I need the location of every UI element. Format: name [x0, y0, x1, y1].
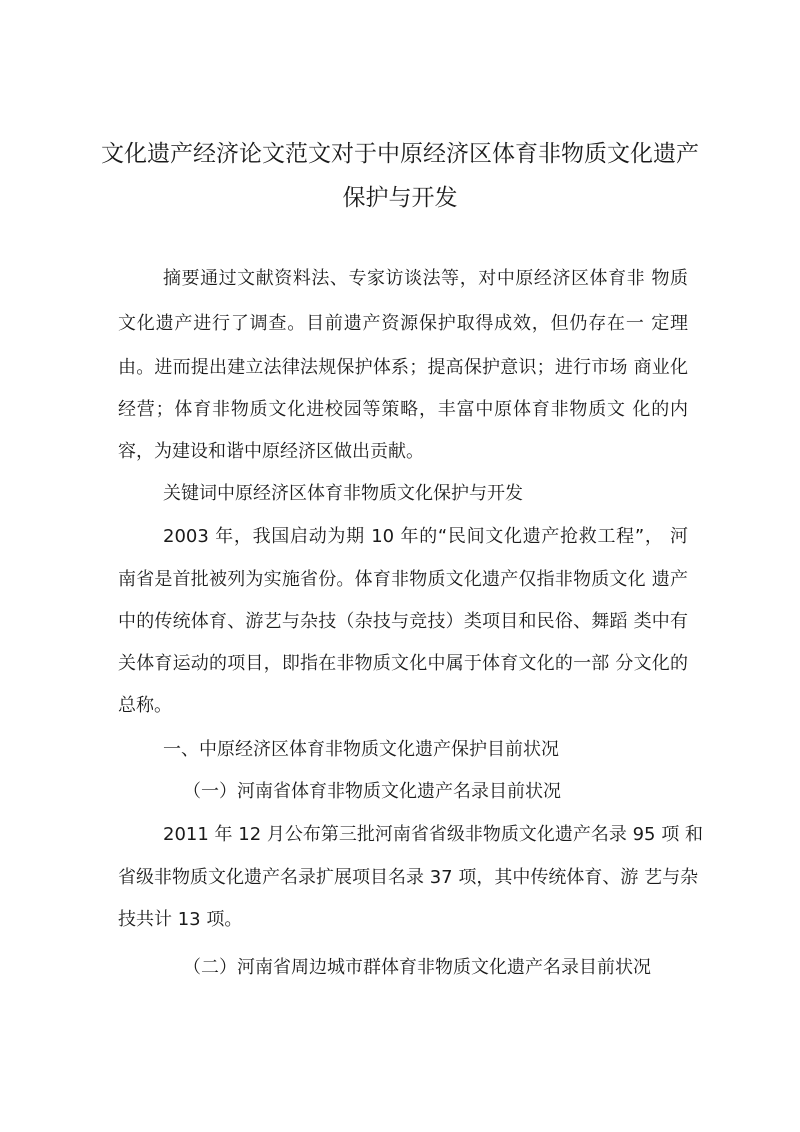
abstract-line: 摘要通过文献资料法、专家访谈法等，对中原经济区体育非 物质 [163, 268, 688, 289]
subsection-heading: （一）河南省体育非物质文化遗产名录目前状况 [183, 781, 561, 802]
section-heading: 一、中原经济区体育非物质文化遗产保护目前状况 [163, 739, 559, 760]
subsection-body-line: 技共计 13 项。 [118, 909, 243, 930]
intro-line: 2003 年，我国启动为期 10 年的“民间文化遗产抢救工程”， 河 [163, 526, 688, 547]
subsection-heading: （二）河南省周边城市群体育非物质文化遗产名录目前状况 [183, 957, 651, 978]
abstract-line: 经营；体育非物质文化进校园等策略，丰富中原体育非物质文 化的内 [118, 399, 688, 420]
intro-line: 中的传统体育、游艺与杂技（杂技与竞技）类项目和民俗、舞蹈 类中有 [118, 611, 688, 632]
abstract-line: 文化遗产进行了调查。目前遗产资源保护取得成效，但仍存在一 定理 [118, 313, 688, 334]
document-title-line-2: 保护与开发 [342, 185, 458, 211]
abstract-line: 容，为建设和谐中原经济区做出贡献。 [118, 441, 424, 462]
intro-line: 总称。 [118, 695, 172, 716]
keywords-line: 关键词中原经济区体育非物质文化保护与开发 [163, 483, 523, 504]
subsection-body-line: 省级非物质文化遗产名录扩展项目名录 37 项，其中传统体育、游 艺与杂 [118, 867, 699, 888]
document-title-line-1: 文化遗产经济论文范文对于中原经济区体育非物质文化遗产 [101, 141, 699, 167]
subsection-body-line: 2011 年 12 月公布第三批河南省省级非物质文化遗产名录 95 项 和 [163, 824, 703, 845]
intro-line: 南省是首批被列为实施省份。体育非物质文化遗产仅指非物质文化 遗产 [118, 569, 688, 590]
intro-line: 关体育运动的项目，即指在非物质文化中属于体育文化的一部 分文化的 [118, 653, 688, 674]
abstract-line: 由。进而提出建立法律法规保护体系；提高保护意识；进行市场 商业化 [118, 357, 688, 378]
